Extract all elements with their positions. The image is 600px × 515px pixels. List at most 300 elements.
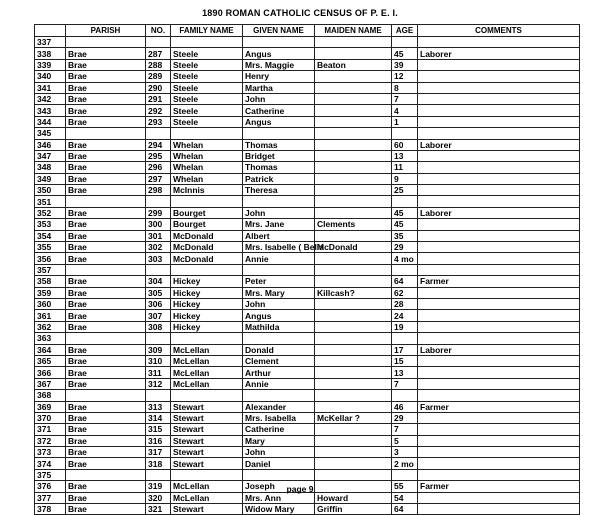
- comments-cell: [418, 196, 580, 207]
- maiden-name-cell: [315, 276, 392, 287]
- parish-cell: Brae: [66, 481, 146, 492]
- parish-cell: Brae: [66, 71, 146, 82]
- number-cell: 310: [146, 355, 171, 366]
- col-header-parish: PARISH: [66, 25, 146, 37]
- line-number-cell: 373: [35, 447, 66, 458]
- comments-cell: [418, 447, 580, 458]
- table-row: [35, 458, 580, 469]
- maiden-name-cell: [315, 298, 392, 309]
- maiden-name-cell: [315, 378, 392, 389]
- maiden-name-cell: [315, 401, 392, 412]
- line-number-cell: 362: [35, 321, 66, 332]
- given-name-cell: Theresa: [243, 185, 315, 196]
- table-row: [35, 185, 580, 196]
- given-name-cell: [243, 264, 315, 275]
- maiden-name-cell: [315, 207, 392, 218]
- number-cell: 290: [146, 82, 171, 93]
- given-name-cell: Clement: [243, 355, 315, 366]
- family-name-cell: Hickey: [171, 310, 243, 321]
- table-row: [35, 162, 580, 173]
- family-name-cell: [171, 469, 243, 480]
- parish-cell: Brae: [66, 253, 146, 264]
- line-number-cell: 378: [35, 504, 66, 515]
- number-cell: 293: [146, 116, 171, 127]
- age-cell: [392, 333, 418, 344]
- maiden-name-cell: [315, 48, 392, 59]
- comments-cell: [418, 93, 580, 104]
- line-number-cell: 339: [35, 59, 66, 70]
- family-name-cell: Bourget: [171, 207, 243, 218]
- maiden-name-cell: Griffin: [315, 504, 392, 515]
- age-cell: 11: [392, 162, 418, 173]
- given-name-cell: Annie: [243, 378, 315, 389]
- number-cell: 314: [146, 412, 171, 423]
- maiden-name-cell: McKellar ?: [315, 412, 392, 423]
- family-name-cell: McDonald: [171, 242, 243, 253]
- age-cell: 64: [392, 504, 418, 515]
- table-row: [35, 93, 580, 104]
- family-name-cell: McLellan: [171, 355, 243, 366]
- comments-cell: [418, 458, 580, 469]
- line-number-cell: 351: [35, 196, 66, 207]
- number-cell: 301: [146, 230, 171, 241]
- number-cell: 295: [146, 150, 171, 161]
- given-name-cell: Annie: [243, 253, 315, 264]
- parish-cell: Brae: [66, 367, 146, 378]
- maiden-name-cell: Clements: [315, 219, 392, 230]
- number-cell: 307: [146, 310, 171, 321]
- family-name-cell: Steele: [171, 71, 243, 82]
- comments-cell: [418, 378, 580, 389]
- table-row: [35, 150, 580, 161]
- comments-cell: [418, 310, 580, 321]
- family-name-cell: Steele: [171, 105, 243, 116]
- parish-cell: Brae: [66, 355, 146, 366]
- line-number-cell: 348: [35, 162, 66, 173]
- line-number-cell: 338: [35, 48, 66, 59]
- age-cell: 7: [392, 424, 418, 435]
- line-number-cell: 366: [35, 367, 66, 378]
- age-cell: 28: [392, 298, 418, 309]
- line-number-cell: 355: [35, 242, 66, 253]
- family-name-cell: [171, 37, 243, 48]
- number-cell: 318: [146, 458, 171, 469]
- table-row: [35, 447, 580, 458]
- given-name-cell: Mathilda: [243, 321, 315, 332]
- line-number-cell: 364: [35, 344, 66, 355]
- table-row: [35, 139, 580, 150]
- line-number-cell: 367: [35, 378, 66, 389]
- age-cell: 62: [392, 287, 418, 298]
- number-cell: [146, 333, 171, 344]
- given-name-cell: John: [243, 447, 315, 458]
- table-row: [35, 424, 580, 435]
- line-number-cell: 346: [35, 139, 66, 150]
- age-cell: 60: [392, 139, 418, 150]
- line-number-cell: 344: [35, 116, 66, 127]
- comments-cell: [418, 150, 580, 161]
- table-row: [35, 412, 580, 423]
- family-name-cell: Hickey: [171, 276, 243, 287]
- line-number-cell: 347: [35, 150, 66, 161]
- parish-cell: Brae: [66, 162, 146, 173]
- parish-cell: Brae: [66, 310, 146, 321]
- comments-cell: [418, 469, 580, 480]
- age-cell: 55: [392, 481, 418, 492]
- given-name-cell: [243, 469, 315, 480]
- family-name-cell: McLellan: [171, 344, 243, 355]
- number-cell: 317: [146, 447, 171, 458]
- age-cell: 24: [392, 310, 418, 321]
- number-cell: [146, 390, 171, 401]
- age-cell: 4 mo: [392, 253, 418, 264]
- parish-cell: Brae: [66, 344, 146, 355]
- parish-cell: Brae: [66, 59, 146, 70]
- number-cell: 289: [146, 71, 171, 82]
- age-cell: 17: [392, 344, 418, 355]
- parish-cell: [66, 469, 146, 480]
- table-row: [35, 196, 580, 207]
- line-number-cell: 363: [35, 333, 66, 344]
- given-name-cell: [243, 390, 315, 401]
- comments-cell: Farmer: [418, 481, 580, 492]
- family-name-cell: Stewart: [171, 435, 243, 446]
- table-row: [35, 469, 580, 480]
- age-cell: 29: [392, 242, 418, 253]
- age-cell: [392, 196, 418, 207]
- parish-cell: Brae: [66, 93, 146, 104]
- line-number-cell: 375: [35, 469, 66, 480]
- given-name-cell: Peter: [243, 276, 315, 287]
- family-name-cell: [171, 390, 243, 401]
- given-name-cell: Donald: [243, 344, 315, 355]
- given-name-cell: Catherine: [243, 424, 315, 435]
- parish-cell: Brae: [66, 321, 146, 332]
- family-name-cell: McLellan: [171, 481, 243, 492]
- family-name-cell: Whelan: [171, 162, 243, 173]
- family-name-cell: Steele: [171, 48, 243, 59]
- comments-cell: Laborer: [418, 139, 580, 150]
- maiden-name-cell: [315, 162, 392, 173]
- table-row: [35, 401, 580, 412]
- given-name-cell: John: [243, 298, 315, 309]
- age-cell: 15: [392, 355, 418, 366]
- comments-cell: [418, 230, 580, 241]
- family-name-cell: McLellan: [171, 492, 243, 503]
- number-cell: 308: [146, 321, 171, 332]
- given-name-cell: Daniel: [243, 458, 315, 469]
- age-cell: 54: [392, 492, 418, 503]
- comments-cell: [418, 333, 580, 344]
- given-name-cell: Albert: [243, 230, 315, 241]
- family-name-cell: Bourget: [171, 219, 243, 230]
- maiden-name-cell: Killcash?: [315, 287, 392, 298]
- table-row: [35, 367, 580, 378]
- line-number-cell: 345: [35, 128, 66, 139]
- parish-cell: [66, 333, 146, 344]
- given-name-cell: Mrs. Maggie: [243, 59, 315, 70]
- parish-cell: [66, 37, 146, 48]
- census-table: [34, 24, 580, 515]
- parish-cell: Brae: [66, 105, 146, 116]
- family-name-cell: Steele: [171, 116, 243, 127]
- given-name-cell: Martha: [243, 82, 315, 93]
- given-name-cell: [243, 333, 315, 344]
- given-name-cell: Mrs. Isabella: [243, 412, 315, 423]
- given-name-cell: Mary: [243, 435, 315, 446]
- parish-cell: Brae: [66, 504, 146, 515]
- age-cell: 29: [392, 412, 418, 423]
- number-cell: 319: [146, 481, 171, 492]
- table-row: [35, 37, 580, 48]
- line-number-cell: 349: [35, 173, 66, 184]
- maiden-name-cell: [315, 93, 392, 104]
- maiden-name-cell: [315, 424, 392, 435]
- comments-cell: [418, 105, 580, 116]
- comments-cell: [418, 37, 580, 48]
- number-cell: 321: [146, 504, 171, 515]
- age-cell: 12: [392, 71, 418, 82]
- parish-cell: [66, 264, 146, 275]
- number-cell: 305: [146, 287, 171, 298]
- given-name-cell: [243, 37, 315, 48]
- age-cell: 1: [392, 116, 418, 127]
- line-number-cell: 357: [35, 264, 66, 275]
- line-number-cell: 341: [35, 82, 66, 93]
- number-cell: 312: [146, 378, 171, 389]
- line-number-cell: 343: [35, 105, 66, 116]
- parish-cell: [66, 128, 146, 139]
- age-cell: 7: [392, 93, 418, 104]
- age-cell: [392, 128, 418, 139]
- maiden-name-cell: [315, 321, 392, 332]
- comments-cell: [418, 412, 580, 423]
- number-cell: 296: [146, 162, 171, 173]
- given-name-cell: Thomas: [243, 162, 315, 173]
- given-name-cell: Widow Mary: [243, 504, 315, 515]
- comments-cell: [418, 82, 580, 93]
- parish-cell: Brae: [66, 207, 146, 218]
- comments-cell: [418, 185, 580, 196]
- maiden-name-cell: [315, 185, 392, 196]
- parish-cell: [66, 196, 146, 207]
- number-cell: 287: [146, 48, 171, 59]
- parish-cell: Brae: [66, 298, 146, 309]
- given-name-cell: Alexander: [243, 401, 315, 412]
- comments-cell: [418, 424, 580, 435]
- number-cell: 294: [146, 139, 171, 150]
- comments-cell: Laborer: [418, 48, 580, 59]
- col-header-no: NO.: [146, 25, 171, 37]
- family-name-cell: McDonald: [171, 253, 243, 264]
- family-name-cell: Steele: [171, 59, 243, 70]
- age-cell: 46: [392, 401, 418, 412]
- family-name-cell: Steele: [171, 93, 243, 104]
- maiden-name-cell: [315, 173, 392, 184]
- family-name-cell: McLellan: [171, 367, 243, 378]
- comments-cell: [418, 59, 580, 70]
- parish-cell: Brae: [66, 173, 146, 184]
- parish-cell: Brae: [66, 492, 146, 503]
- col-header-given-name: GIVEN NAME: [243, 25, 315, 37]
- line-number-cell: 377: [35, 492, 66, 503]
- number-cell: 309: [146, 344, 171, 355]
- age-cell: 13: [392, 367, 418, 378]
- age-cell: 64: [392, 276, 418, 287]
- family-name-cell: [171, 333, 243, 344]
- comments-cell: [418, 242, 580, 253]
- parish-cell: Brae: [66, 242, 146, 253]
- given-name-cell: Mrs. Ann: [243, 492, 315, 503]
- maiden-name-cell: [315, 447, 392, 458]
- parish-cell: Brae: [66, 48, 146, 59]
- parish-cell: Brae: [66, 401, 146, 412]
- table-row: [35, 298, 580, 309]
- family-name-cell: McLellan: [171, 378, 243, 389]
- table-row: [35, 287, 580, 298]
- comments-cell: [418, 219, 580, 230]
- given-name-cell: Catherine: [243, 105, 315, 116]
- parish-cell: Brae: [66, 412, 146, 423]
- comments-cell: [418, 173, 580, 184]
- comments-cell: [418, 435, 580, 446]
- number-cell: 302: [146, 242, 171, 253]
- parish-cell: Brae: [66, 230, 146, 241]
- maiden-name-cell: [315, 196, 392, 207]
- table-row: [35, 128, 580, 139]
- line-number-cell: 370: [35, 412, 66, 423]
- line-number-cell: 359: [35, 287, 66, 298]
- given-name-cell: Joseph: [243, 481, 315, 492]
- maiden-name-cell: [315, 344, 392, 355]
- age-cell: [392, 37, 418, 48]
- comments-cell: [418, 162, 580, 173]
- number-cell: 297: [146, 173, 171, 184]
- maiden-name-cell: Howard: [315, 492, 392, 503]
- parish-cell: Brae: [66, 458, 146, 469]
- comments-cell: [418, 253, 580, 264]
- line-number-cell: 358: [35, 276, 66, 287]
- age-cell: 35: [392, 230, 418, 241]
- line-number-cell: 368: [35, 390, 66, 401]
- age-cell: [392, 264, 418, 275]
- given-name-cell: Bridget: [243, 150, 315, 161]
- maiden-name-cell: [315, 150, 392, 161]
- given-name-cell: Patrick: [243, 173, 315, 184]
- table-row: [35, 355, 580, 366]
- given-name-cell: John: [243, 207, 315, 218]
- parish-cell: Brae: [66, 435, 146, 446]
- line-number-cell: 354: [35, 230, 66, 241]
- family-name-cell: Stewart: [171, 458, 243, 469]
- given-name-cell: John: [243, 93, 315, 104]
- parish-cell: Brae: [66, 378, 146, 389]
- page-number: page 9: [286, 484, 314, 494]
- line-number-cell: 342: [35, 93, 66, 104]
- table-row: [35, 71, 580, 82]
- line-number-cell: 356: [35, 253, 66, 264]
- table-row: [35, 378, 580, 389]
- table-row: [35, 242, 580, 253]
- parish-cell: Brae: [66, 219, 146, 230]
- given-name-cell: Angus: [243, 48, 315, 59]
- number-cell: 299: [146, 207, 171, 218]
- table-row: [35, 173, 580, 184]
- age-cell: 45: [392, 48, 418, 59]
- table-row: [35, 435, 580, 446]
- family-name-cell: Whelan: [171, 139, 243, 150]
- parish-cell: Brae: [66, 287, 146, 298]
- age-cell: [392, 390, 418, 401]
- table-row: [35, 207, 580, 218]
- maiden-name-cell: [315, 71, 392, 82]
- age-cell: 45: [392, 207, 418, 218]
- number-cell: [146, 196, 171, 207]
- line-number-cell: 360: [35, 298, 66, 309]
- comments-cell: Laborer: [418, 207, 580, 218]
- comments-cell: [418, 128, 580, 139]
- given-name-cell: Mrs. Mary: [243, 287, 315, 298]
- family-name-cell: Steele: [171, 82, 243, 93]
- family-name-cell: Stewart: [171, 401, 243, 412]
- maiden-name-cell: [315, 469, 392, 480]
- family-name-cell: McInnis: [171, 185, 243, 196]
- line-number-cell: 350: [35, 185, 66, 196]
- table-row: [35, 321, 580, 332]
- number-cell: 311: [146, 367, 171, 378]
- table-row: [35, 82, 580, 93]
- maiden-name-cell: [315, 116, 392, 127]
- maiden-name-cell: [315, 367, 392, 378]
- family-name-cell: Whelan: [171, 150, 243, 161]
- table-row: [35, 230, 580, 241]
- table-row: [35, 310, 580, 321]
- family-name-cell: Stewart: [171, 424, 243, 435]
- age-cell: 5: [392, 435, 418, 446]
- maiden-name-cell: [315, 128, 392, 139]
- parish-cell: Brae: [66, 185, 146, 196]
- maiden-name-cell: [315, 435, 392, 446]
- parish-cell: Brae: [66, 150, 146, 161]
- age-cell: 2 mo: [392, 458, 418, 469]
- given-name-cell: Mrs. Jane: [243, 219, 315, 230]
- table-row: [35, 105, 580, 116]
- number-cell: 298: [146, 185, 171, 196]
- given-name-cell: Henry: [243, 71, 315, 82]
- maiden-name-cell: Beaton: [315, 59, 392, 70]
- age-cell: 13: [392, 150, 418, 161]
- number-cell: 316: [146, 435, 171, 446]
- maiden-name-cell: McDonald: [315, 242, 392, 253]
- parish-cell: Brae: [66, 116, 146, 127]
- number-cell: 300: [146, 219, 171, 230]
- line-number-cell: 372: [35, 435, 66, 446]
- comments-cell: [418, 355, 580, 366]
- number-cell: 288: [146, 59, 171, 70]
- table-row: [35, 504, 580, 515]
- maiden-name-cell: [315, 310, 392, 321]
- table-row: [35, 264, 580, 275]
- comments-cell: Farmer: [418, 401, 580, 412]
- number-cell: [146, 264, 171, 275]
- age-cell: 25: [392, 185, 418, 196]
- maiden-name-cell: [315, 458, 392, 469]
- comments-cell: [418, 298, 580, 309]
- maiden-name-cell: [315, 390, 392, 401]
- line-number-cell: 369: [35, 401, 66, 412]
- given-name-cell: [243, 196, 315, 207]
- col-header-maiden-name: MAIDEN NAME: [315, 25, 392, 37]
